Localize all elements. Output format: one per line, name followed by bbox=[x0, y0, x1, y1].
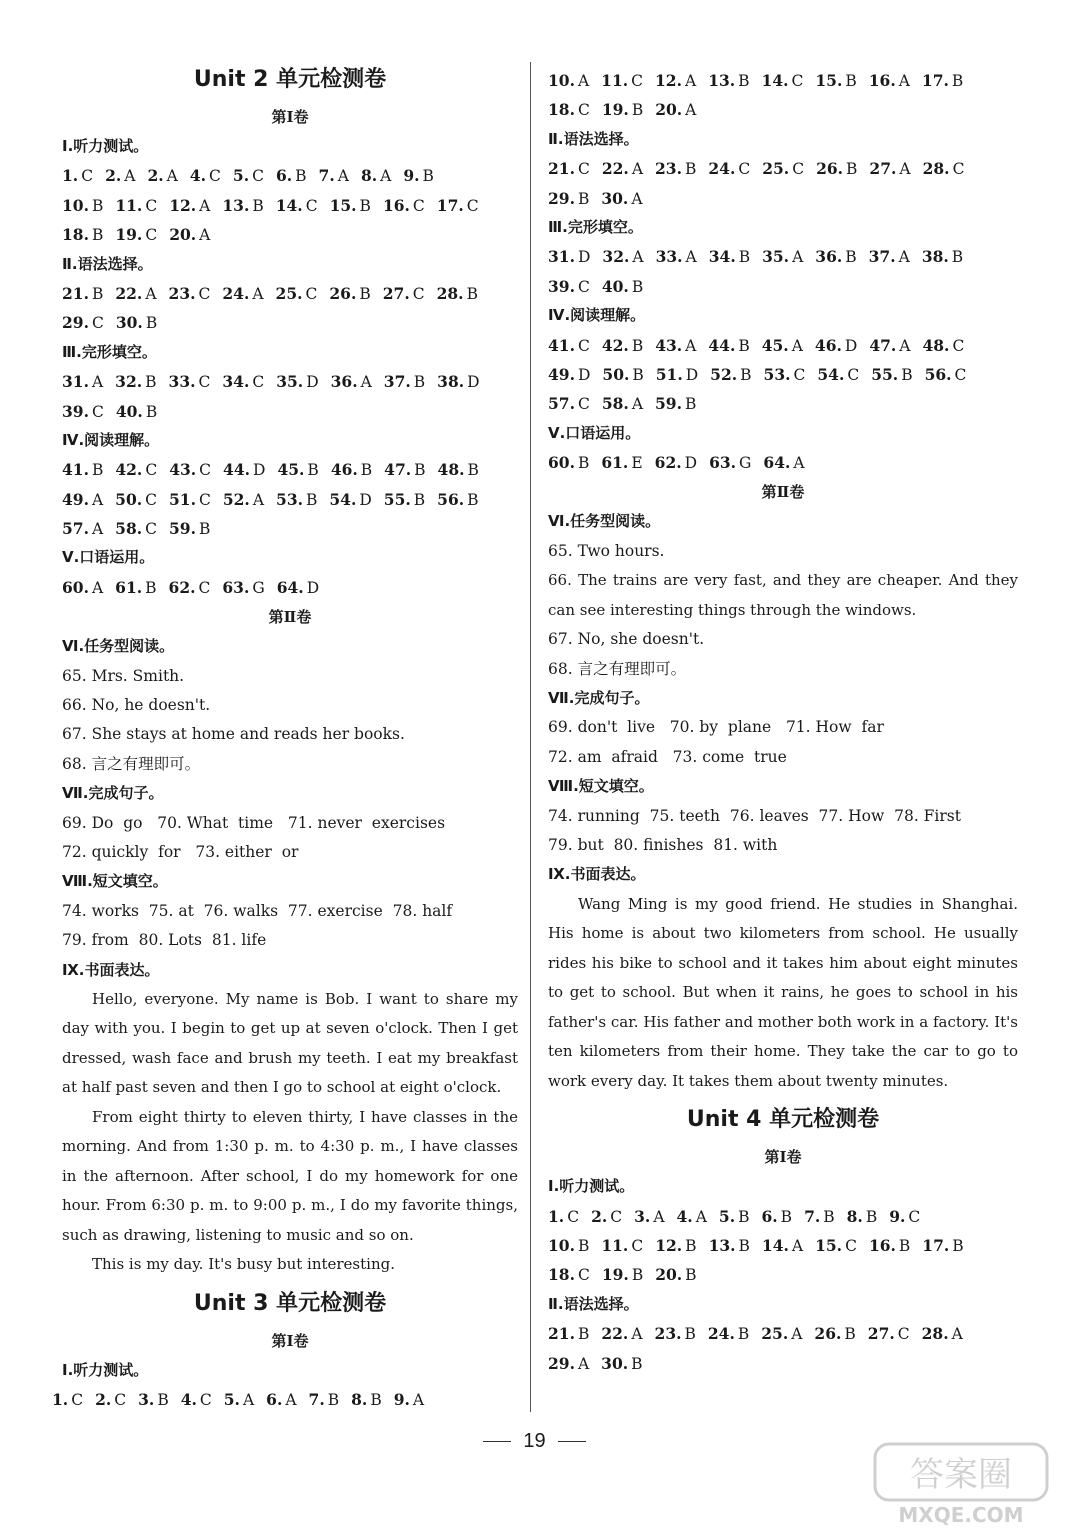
answer-item: 61. E bbox=[601, 453, 643, 473]
answer-item: 14. C bbox=[761, 71, 804, 90]
answer-item: 47. B bbox=[384, 460, 426, 480]
answer-item: 50. B bbox=[602, 364, 644, 384]
section-heading: Ⅰ.听力测试。 bbox=[62, 137, 149, 155]
answer-65: 65. Two hours. bbox=[548, 541, 665, 560]
answer-item: 24. A bbox=[222, 283, 264, 303]
answer-79-81: 79. from 80. Lots 81. life bbox=[62, 931, 267, 950]
answer-item: 9. A bbox=[393, 1390, 425, 1410]
answer-item: 37. A bbox=[868, 247, 910, 267]
answer-item: 20. A bbox=[655, 100, 697, 120]
unit3-volume2: 第Ⅱ卷 bbox=[761, 483, 805, 502]
answer-row bbox=[62, 308, 518, 337]
answer-item: 13. B bbox=[708, 1236, 750, 1256]
answer-row bbox=[548, 331, 1018, 360]
section-heading: Ⅱ.语法选择。 bbox=[548, 1294, 639, 1313]
answer-item: 64. D bbox=[276, 577, 320, 597]
answer-item: 3. B bbox=[138, 1390, 169, 1410]
answer-item: 6. B bbox=[275, 166, 307, 186]
answer-row bbox=[62, 161, 518, 190]
answer-item: 27. C bbox=[867, 1324, 910, 1344]
answer-item: 4. A bbox=[676, 1206, 707, 1226]
answer-item: 36. B bbox=[815, 247, 857, 267]
answer-item: 7. B bbox=[804, 1206, 835, 1226]
answer-item: 24. C bbox=[708, 159, 751, 179]
answer-item: 14. A bbox=[761, 1236, 804, 1256]
answer-item: 31. A bbox=[62, 372, 104, 392]
section-heading: Ⅳ.阅读理解。 bbox=[62, 430, 160, 449]
answer-item: 10. B bbox=[548, 1236, 590, 1256]
answer-item: 46. B bbox=[330, 460, 373, 480]
answer-item: 16. B bbox=[868, 1236, 911, 1256]
answer-item: 42. C bbox=[115, 460, 158, 480]
answer-item: 61. B bbox=[115, 577, 157, 597]
answer-item: 49. D bbox=[548, 364, 591, 384]
answer-item: 18. C bbox=[548, 1265, 590, 1285]
section-heading: Ⅶ.完成句子。 bbox=[548, 689, 650, 708]
answer-item: 23. B bbox=[654, 1324, 696, 1344]
section-heading: Ⅶ.完成句子。 bbox=[62, 784, 164, 803]
answer-item: 26. B bbox=[814, 1324, 856, 1344]
column-divider bbox=[530, 62, 531, 1412]
answer-item: 12. A bbox=[169, 195, 211, 215]
answer-item: 1. C bbox=[62, 166, 94, 186]
answer-item: 25. C bbox=[275, 283, 318, 303]
answer-item: 1. C bbox=[548, 1206, 580, 1226]
answer-item: 16. C bbox=[382, 195, 425, 215]
answer-item: 8. A bbox=[360, 166, 392, 186]
answer-item: 8. B bbox=[846, 1206, 878, 1226]
answer-item: 55. B bbox=[383, 489, 426, 509]
answer-68: 68. 言之有理即可。 bbox=[548, 659, 687, 678]
answer-item: 63. G bbox=[709, 453, 752, 473]
answer-item: 7. A bbox=[318, 166, 349, 186]
answer-row bbox=[62, 397, 518, 426]
answer-row bbox=[52, 1385, 518, 1414]
answer-item: 53. B bbox=[276, 489, 318, 509]
answer-item: 11. C bbox=[115, 195, 158, 215]
answer-item: 36. A bbox=[330, 372, 372, 392]
answer-item: 53. C bbox=[763, 364, 806, 384]
answer-item: 62. C bbox=[168, 577, 211, 597]
answer-item: 10. A bbox=[548, 71, 590, 90]
answer-item: 27. C bbox=[382, 283, 425, 303]
right-column bbox=[548, 66, 1018, 1378]
answer-item: 5. C bbox=[232, 166, 264, 186]
answer-item: 2. C bbox=[591, 1206, 623, 1226]
section-heading: Ⅴ.口语运用。 bbox=[548, 423, 641, 442]
answer-74-78: 74. running 75. teeth 76. leaves 77. How 78. First bbox=[548, 806, 961, 825]
answer-item: 22. A bbox=[601, 159, 644, 179]
answer-item: 31. D bbox=[548, 247, 591, 267]
answer-item: 21. C bbox=[548, 159, 590, 179]
section-heading: Ⅳ.阅读理解。 bbox=[548, 306, 646, 325]
answer-item: 4. C bbox=[189, 166, 221, 186]
answer-69-71: 69. Do go 70. What time 71. never exercises bbox=[62, 813, 446, 832]
answer-item: 50. C bbox=[115, 489, 158, 509]
answer-item: 58. C bbox=[115, 519, 158, 539]
answer-row bbox=[548, 184, 1018, 213]
answer-row bbox=[548, 242, 1018, 271]
answer-item: 29. B bbox=[548, 188, 590, 208]
answer-item: 57. A bbox=[62, 519, 104, 539]
answer-item: 38. B bbox=[921, 247, 964, 267]
answer-item: 48. B bbox=[437, 460, 479, 480]
dash-right bbox=[558, 1441, 586, 1442]
answer-item: 33. A bbox=[655, 247, 697, 267]
answer-72-73: 72. quickly for 73. either or bbox=[62, 842, 299, 861]
answer-item: 23. B bbox=[655, 159, 697, 179]
answer-item: 63. G bbox=[222, 577, 265, 597]
answer-item: 4. C bbox=[180, 1390, 212, 1410]
section-heading: Ⅲ.完形填空。 bbox=[548, 217, 643, 236]
answer-row bbox=[548, 389, 1018, 418]
answer-item: 13. B bbox=[708, 71, 750, 90]
answer-item: 6. B bbox=[761, 1206, 793, 1226]
answer-item: 32. B bbox=[115, 372, 157, 392]
answer-item: 37. B bbox=[383, 372, 426, 392]
answer-item: 39. C bbox=[62, 401, 104, 421]
section-heading: Ⅸ.书面表达。 bbox=[62, 960, 160, 979]
answer-item: 32. A bbox=[602, 247, 644, 267]
answer-row bbox=[548, 448, 1018, 477]
answer-item: 29. C bbox=[62, 313, 104, 333]
watermark-logo bbox=[873, 1442, 1049, 1528]
answer-item: 14. C bbox=[275, 195, 318, 215]
answer-66: 66. No, he doesn't. bbox=[62, 696, 211, 715]
section-heading: Ⅵ.任务型阅读。 bbox=[548, 512, 661, 531]
answer-item: 62. D bbox=[654, 453, 698, 473]
answer-item: 12. B bbox=[655, 1236, 697, 1256]
answer-item: 54. C bbox=[817, 364, 860, 384]
answer-item: 24. B bbox=[707, 1324, 750, 1344]
answer-item: 48. C bbox=[922, 335, 965, 355]
watermark-site: MXQE.COM bbox=[898, 1503, 1024, 1527]
section-heading: Ⅸ.书面表达。 bbox=[548, 865, 646, 884]
answer-item: 21. B bbox=[62, 283, 104, 303]
answer-item: 21. B bbox=[548, 1324, 590, 1344]
answer-item: 19. B bbox=[601, 100, 644, 120]
answer-item: 45. A bbox=[761, 335, 803, 355]
essay-paragraph: This is my day. It's busy but interesting. bbox=[92, 1255, 395, 1274]
answer-item: 16. A bbox=[868, 71, 910, 90]
answer-row bbox=[548, 1231, 1018, 1260]
answer-item: 34. C bbox=[222, 372, 265, 392]
answer-row bbox=[548, 1260, 1018, 1289]
answer-row bbox=[548, 95, 1018, 124]
answer-row bbox=[548, 1319, 1018, 1348]
answer-item: 42. B bbox=[601, 335, 644, 355]
answer-item: 29. A bbox=[548, 1353, 590, 1373]
left-column bbox=[52, 58, 518, 1415]
answer-item: 30. B bbox=[601, 1353, 643, 1373]
answer-item: 27. A bbox=[869, 159, 911, 179]
answer-item: 59. B bbox=[169, 519, 211, 539]
answer-item: 18. C bbox=[548, 100, 590, 120]
answer-item: 55. B bbox=[871, 364, 913, 384]
answer-item: 44. B bbox=[708, 335, 750, 355]
answer-item: 8. B bbox=[351, 1390, 382, 1410]
unit3-title: Unit 3 单元检测卷 bbox=[193, 1290, 387, 1316]
essay-paragraph: Hello, everyone. My name is Bob. I want to share my day with you. I begin to get up at seven o'clock. Then I get dressed, wash face and brush my teeth. I eat my breakfast at half past seven and then I go to school at eight o'clock. bbox=[62, 989, 518, 1097]
section-heading: Ⅰ.听力测试。 bbox=[548, 1177, 635, 1196]
section-heading: Ⅱ.语法选择。 bbox=[62, 254, 153, 273]
answer-row bbox=[548, 360, 1018, 389]
answer-item: 60. B bbox=[548, 453, 590, 473]
answer-item: 11. C bbox=[601, 1236, 644, 1256]
answer-item: 22. A bbox=[601, 1324, 643, 1344]
answer-item: 52. B bbox=[710, 364, 752, 384]
answer-item: 41. B bbox=[62, 460, 104, 480]
answer-item: 20. B bbox=[655, 1265, 697, 1285]
answer-row bbox=[548, 272, 1018, 301]
answer-row bbox=[62, 367, 518, 396]
unit4-title: Unit 4 单元检测卷 bbox=[686, 1107, 880, 1133]
unit2-volume1: 第Ⅰ卷 bbox=[271, 108, 309, 126]
answer-item: 25. C bbox=[762, 159, 805, 179]
answer-item: 17. B bbox=[921, 71, 964, 90]
unit4-volume1: 第Ⅰ卷 bbox=[764, 1148, 802, 1167]
answer-item: 35. D bbox=[276, 372, 319, 392]
answer-row bbox=[62, 485, 518, 514]
answer-row bbox=[548, 66, 1018, 95]
answer-row bbox=[62, 191, 518, 220]
unit2-volume2: 第Ⅱ卷 bbox=[268, 608, 312, 627]
answer-66: 66. The trains are very fast, and they are cheaper. And they can see interesting things through the windows. bbox=[548, 571, 1018, 619]
answer-67: 67. No, she doesn't. bbox=[548, 630, 705, 649]
answer-item: 52. A bbox=[222, 489, 265, 509]
answer-item: 40. B bbox=[115, 401, 158, 421]
answer-item: 15. B bbox=[815, 71, 857, 90]
answer-row bbox=[548, 1202, 1018, 1231]
section-heading: Ⅷ.短文填空。 bbox=[548, 777, 654, 796]
answer-item: 47. A bbox=[869, 335, 911, 355]
answer-item: 38. D bbox=[437, 372, 480, 392]
answer-item: 20. A bbox=[169, 225, 211, 245]
answer-item: 11. C bbox=[601, 71, 644, 90]
answer-item: 19. B bbox=[601, 1265, 644, 1285]
answer-item: 3. A bbox=[634, 1206, 665, 1226]
unit3-volume1: 第Ⅰ卷 bbox=[271, 1331, 309, 1350]
section-heading: Ⅱ.语法选择。 bbox=[548, 129, 639, 148]
answer-69-71: 69. don't live 70. by plane 71. How far bbox=[548, 718, 884, 737]
section-heading: Ⅲ.完形填空。 bbox=[62, 342, 157, 361]
answer-row bbox=[62, 514, 518, 543]
answer-item: 59. B bbox=[655, 394, 697, 414]
section-heading: Ⅴ.口语运用。 bbox=[62, 548, 155, 567]
answer-item: 33. C bbox=[168, 372, 211, 392]
answer-row bbox=[62, 573, 518, 602]
answer-item: 9. C bbox=[889, 1206, 921, 1226]
answer-item: 6. A bbox=[266, 1390, 297, 1410]
essay-paragraph: Wang Ming is my good friend. He studies in Shanghai. His home is about two kilometers from school. He usually rides his bike to school and it takes him about eight minutes to get to school. But when it rains, he goes to school in his father's car. His father and mother both work in a factory. It's ten kilometers from their home. They take the car to go to work every day. It takes them about twenty minutes. bbox=[548, 894, 1018, 1090]
answer-item: 51. D bbox=[655, 364, 699, 384]
answer-79-81: 79. but 80. finishes 81. with bbox=[548, 835, 778, 854]
unit2-title: Unit 2 单元检测卷 bbox=[193, 67, 387, 92]
answer-item: 1. C bbox=[52, 1390, 84, 1410]
answer-item: 25. A bbox=[761, 1324, 803, 1344]
answer-item: 44. D bbox=[223, 460, 266, 480]
answer-item: 51. C bbox=[169, 489, 211, 509]
answer-68: 68. 言之有理即可。 bbox=[62, 754, 201, 773]
answer-item: 49. A bbox=[62, 489, 104, 509]
answer-item: 45. B bbox=[277, 460, 319, 480]
section-heading: Ⅰ.听力测试。 bbox=[62, 1360, 149, 1379]
answer-item: 2. A bbox=[105, 166, 136, 186]
answer-item: 15. B bbox=[329, 195, 371, 215]
answer-item: 56. B bbox=[437, 489, 479, 509]
answer-item: 58. A bbox=[601, 394, 644, 414]
answer-item: 28. A bbox=[921, 1324, 963, 1344]
answer-item: 43. C bbox=[169, 460, 212, 480]
section-heading: Ⅵ.任务型阅读。 bbox=[62, 637, 175, 656]
answer-item: 30. A bbox=[601, 188, 643, 208]
answer-item: 57. C bbox=[548, 394, 590, 414]
answer-item: 19. C bbox=[115, 225, 158, 245]
answer-item: 43. A bbox=[655, 335, 697, 355]
answer-item: 5. A bbox=[223, 1390, 255, 1410]
answer-item: 39. C bbox=[548, 276, 590, 296]
answer-item: 26. B bbox=[329, 283, 371, 303]
answer-item: 64. A bbox=[763, 453, 805, 473]
answer-item: 35. A bbox=[762, 247, 804, 267]
answer-item: 13. B bbox=[222, 195, 264, 215]
answer-item: 46. D bbox=[814, 335, 858, 355]
answer-item: 17. B bbox=[922, 1236, 964, 1256]
answer-row bbox=[62, 455, 518, 484]
answer-item: 34. B bbox=[708, 247, 751, 267]
answer-row bbox=[62, 279, 518, 308]
answer-item: 60. A bbox=[62, 577, 104, 597]
answer-row bbox=[62, 220, 518, 249]
watermark-text: 答案圈 bbox=[910, 1455, 1012, 1495]
answer-item: 15. C bbox=[815, 1236, 857, 1256]
answer-item: 7. B bbox=[308, 1390, 340, 1410]
answer-row bbox=[548, 1349, 1018, 1378]
answer-item: 23. C bbox=[168, 283, 211, 303]
answer-item: 54. D bbox=[329, 489, 372, 509]
answer-item: 9. B bbox=[403, 166, 434, 186]
answer-65: 65. Mrs. Smith. bbox=[62, 666, 185, 685]
answer-item: 22. A bbox=[115, 283, 157, 303]
answer-row bbox=[548, 154, 1018, 183]
answer-item: 30. B bbox=[115, 313, 158, 333]
answer-item: 2. C bbox=[95, 1390, 127, 1410]
essay-paragraph: From eight thirty to eleven thirty, I have classes in the morning. And from 1:30 p. m. to 4:30 p. m., I have classes in the afternoon. After school, I do my homework for one hour. From 6:30 p. m. to 9:00 p. m., I do my favorite things, such as drawing, listening to music and so on. bbox=[62, 1107, 518, 1244]
answer-item: 26. B bbox=[816, 159, 858, 179]
answer-item: 17. C bbox=[436, 195, 479, 215]
page-number-text: 19 bbox=[523, 1430, 546, 1452]
answer-item: 41. C bbox=[548, 335, 590, 355]
answer-72-73: 72. am afraid 73. come true bbox=[548, 747, 787, 766]
answer-item: 2. A bbox=[147, 166, 178, 186]
answer-item: 28. B bbox=[436, 283, 478, 303]
answer-74-78: 74. works 75. at 76. walks 77. exercise 78. half bbox=[62, 901, 453, 920]
answer-item: 18. B bbox=[62, 225, 104, 245]
answer-item: 40. B bbox=[601, 276, 644, 296]
answer-item: 28. C bbox=[922, 159, 965, 179]
answer-item: 12. A bbox=[655, 71, 697, 90]
answer-67: 67. She stays at home and reads her books. bbox=[62, 725, 405, 744]
answer-item: 5. B bbox=[718, 1206, 750, 1226]
answer-item: 56. C bbox=[924, 364, 967, 384]
section-heading: Ⅷ.短文填空。 bbox=[62, 872, 168, 891]
dash-left bbox=[483, 1441, 511, 1442]
answer-item: 10. B bbox=[62, 195, 104, 215]
